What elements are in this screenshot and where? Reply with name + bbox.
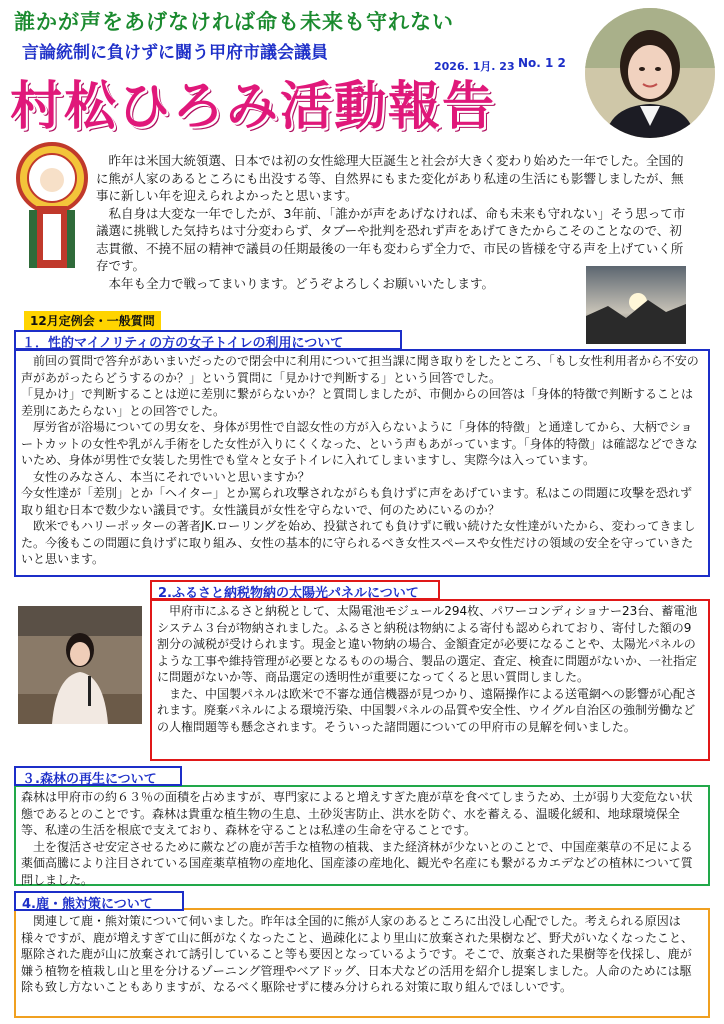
session-label: 12月定例会・一般質問 [24, 311, 161, 330]
intro-paragraph: 本年も全力で戦ってまいります。どうぞよろしくお願いいたします。 [108, 275, 495, 291]
section-2-title: 2.ふるさと納税物納の太陽光パネルについて [150, 580, 440, 600]
sunrise-photo [586, 266, 686, 344]
section-2-body [150, 599, 710, 761]
issue-number: No. 1 2 [518, 56, 566, 70]
section-1-title: １．性的マイノリティの方の女子トイレの利用について [14, 330, 402, 350]
subtitle: 言論統制に負けずに闘う甲府市議会議員 [22, 43, 328, 63]
issue-date: 2026. 1月. 23 [434, 60, 515, 73]
section-paragraph: 土を復活させ安定させるために蕨などの鹿が苦手な植物の植栽、また経済林が少ないとのことで、中国産薬草の不足による薬価高騰により注目されている国産薬草植物の産地化、国産漆の産地化、観光や名産にも繋がるカエデなどの植林について質問しました。 [21, 839, 693, 887]
intro-paragraph: 私自身は大変な一年でしたが、3年前、「誰かが声をあげなければ、命も未来も守れない」そう思って市議選に挑戦した気持ちは寸分変わらず、タブーや批判を恐れず声をあげてきたからこそのことなので、初志貫徹、不撓不屈の精神で議員の任期最後の一年も変わらず全力で、市民の皆様を守る声を上げていく所存です。 [96, 205, 686, 273]
section-paragraph: 「見かけ」で判断することは逆に差別に繋がらないか？と質問しましたが、市側からの回答は「身体的特徴で判断することは差別にあたらない」との回答でした。 [21, 387, 694, 418]
section-paragraph: 今女性達が「差別」とか「ヘイター」とか罵られ攻撃されながらも負けずに声をあげています。私はこの問題に攻撃を恐れず取り組む日本で数少ない議員です。女性議員が女性を守らないで、何のためにいるのか？ [21, 486, 693, 517]
council-speech-photo [18, 606, 142, 724]
section-3-title: ３.森林の再生について [14, 766, 182, 786]
portrait-illustration [585, 8, 715, 138]
section-4-body [14, 908, 710, 1018]
section-paragraph: 厚労省が浴場についての男女を、身体が男性で自認女性の方が入らないように「身体的特徴」と通達してから、大柄でショートカットの女性や乳がん手術をした女性が入りにくくなった、という声もあがっています。「身体的特徴」は確認などできないため、身体が男性で女装した男性でも堂々と女子トイレに入れてしまいますし、実際今は入っています。 [21, 420, 698, 467]
section-paragraph: 甲府市にふるさと納税として、太陽電池モジュール294枚、パワーコンディショナー23台、蓄電池システム３台が物納されました。ふるさと納税は物納による寄付も認められており、寄付した額の9割分の減税が受けられます。現金と違い物納の場合、金額査定が必要になることや、太陽光パネルのような工事や維持管理が必要となるものの場合、製品の選定、査定、検査に問題がないか、一社指定に問題がないか等、商品選定の透明性が重要になってくると思い質問しました。 [157, 604, 698, 684]
section-paragraph: また、中国製パネルは欧米で不審な通信機器が見つかり、遠隔操作による送電網への影響が心配されます。廃棄パネルによる環境汚染、中国製パネルの品質や安全性、ウイグル自治区の強制労働などの人権問題等も懸念されます。そういった諸問題についての甲府市の見解を伺いました。 [157, 686, 698, 734]
new-year-ornament-image [15, 140, 90, 280]
main-title: 村松ひろみ活動報告 [10, 77, 497, 137]
slogan: 誰かが声をあげなければ命も未来も守れない [14, 10, 454, 34]
section-paragraph: 欧米でもハリーポッターの著者JK.ローリングを始め、投獄されても負けずに戦い続けた女性達がいたから、変わってきました。今後もこの問題に負けずに取り組み、女性の基本的に守られるべき女性スペースや女性だけの領域の安全を守っていきたいと思います。 [21, 519, 696, 566]
intro-paragraph: 昨年は米国大統領選、日本では初の女性総理大臣誕生と社会が大きく変わり始めた一年でした。全国的に熊が人家のあるところにも出没する等、自然界にもまた変化があり私達の生活にも影響しましたが、無事に新しい年を迎えられよかったと思います。 [96, 153, 684, 203]
section-paragraph: 関連して鹿・熊対策について伺いました。昨年は全国的に熊が人家のあるところに出没し心配でした。考えられる原因は様々ですが、鹿が増えすぎて山に餌がなくなったこと、過疎化により里山に放棄された果樹など、野犬がいなくなったこと、駆除された鹿が山に放棄されて誘引していること等も要因となっているようです。そこで、放棄された果樹等を伐採し、鹿が嫌う植物を植栽し山と里を分けるゾーニング管理やベアドッグ、日本犬などの活用を紹介し提案しました。人命のためには駆除も致し方ないこともありますが、なるべく駆除せずに棲み分けられる対策に取り組んでほしいです。 [21, 914, 694, 994]
section-4-title: 4.鹿・熊対策について [14, 891, 184, 911]
section-paragraph: 前回の質問で答弁があいまいだったので閉会中に利用について担当課に聞き取りをしたところ、「もし女性利用者から不安の声があがったらどうするのか？」という質問に「見かけで判断する」という回答でした。 [21, 354, 699, 385]
section-paragraph: 森林は甲府市の約６３％の面積を占めますが、専門家によると増えすぎた鹿が草を食べてしまうため、土が弱り大変危ない状態であるとのことです。森林は貴重な植生物の生息、土砂災害防止、洪水を防ぐ、水を蓄える、温暖化緩和、地球環境保全等、私達の生活を根底で支えており、森林を守ることは私達の生命を守ることです。 [21, 790, 693, 837]
section-paragraph: 女性のみなさん、本当にそれでいいと思いますか？ [33, 469, 310, 484]
portrait-photo [585, 8, 715, 138]
section-1-body [14, 349, 710, 577]
section-3-body [14, 785, 710, 886]
